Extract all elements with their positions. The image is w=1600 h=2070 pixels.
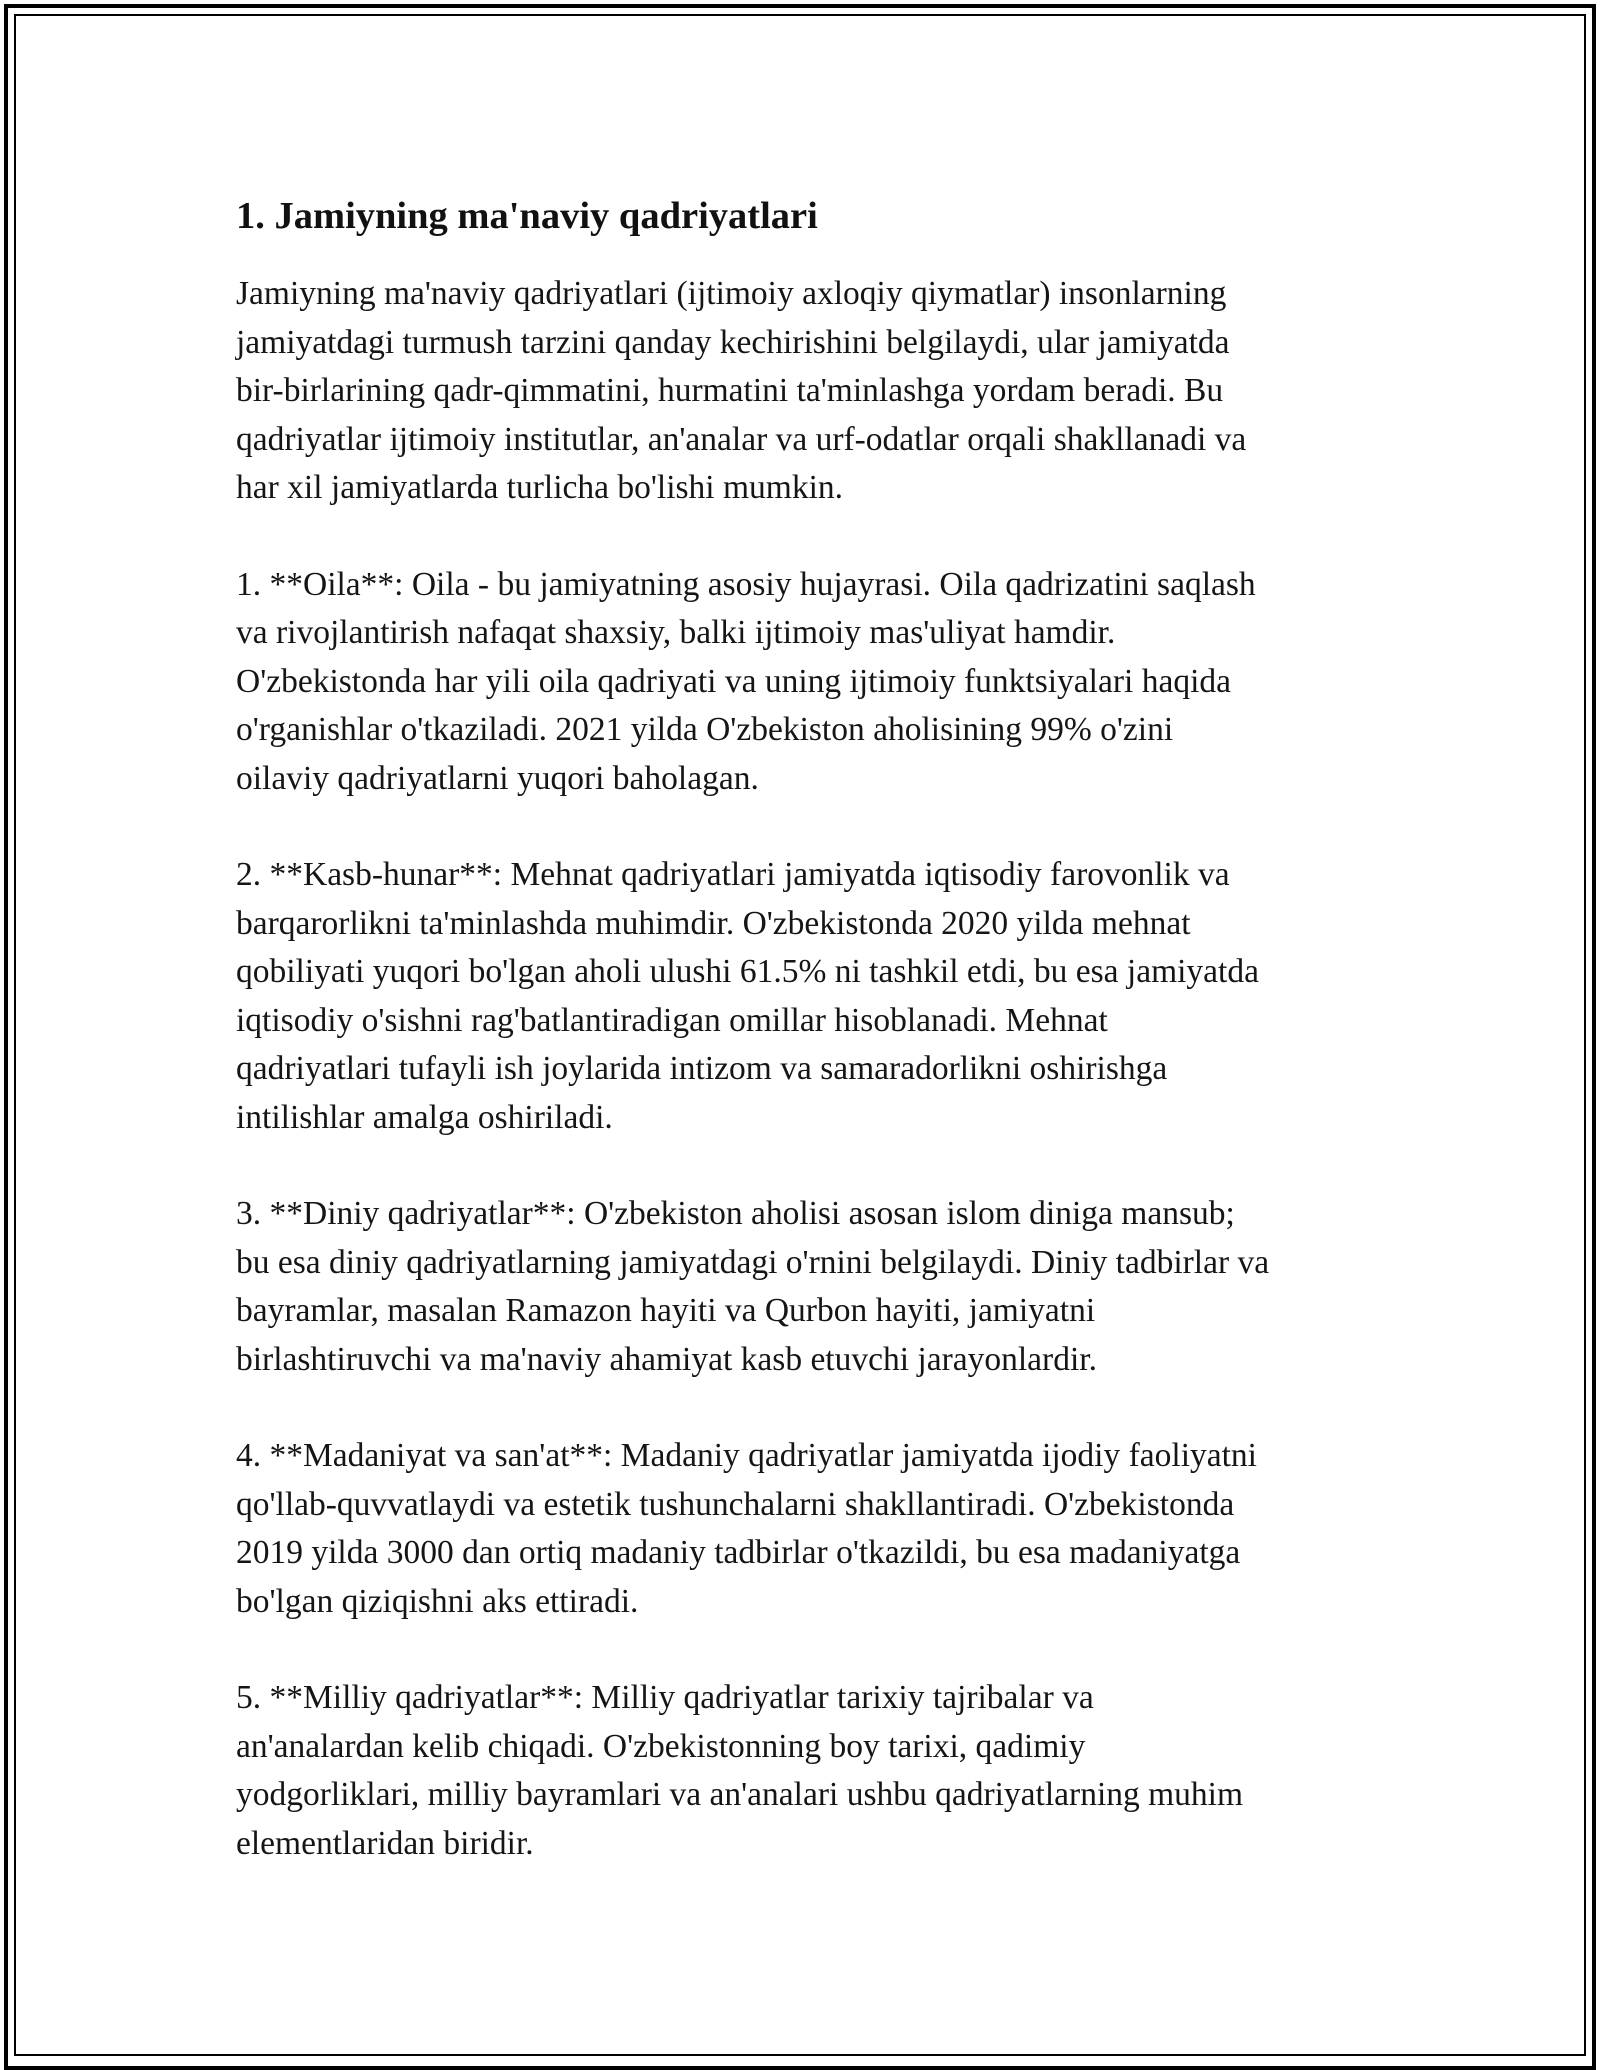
document-body [236,188,1376,1916]
paragraph-milliy-qadriyatlar: 5. **Milliy qadriyatlar**: Milliy qadriyatlar tarixiy tajribalar va an'analardan kelib chiqadi. O'zbekistonning boy tarixi, qadimiy yodgorliklari, milliy bayramlari va an'analari ushbu qadriyatlarning muhim elementlaridan biridir. [236,1679,1244,1862]
paragraph-kasb-hunar: 2. **Kasb-hunar**: Mehnat qadriyatlari jamiyatda iqtisodiy farovonlik va barqarorlikni ta'minlashda muhimdir. O'zbekistonda 2020 yilda mehnat qobiliyati yuqori bo'lgan aholi ulushi 61.5% ni tashkil etdi, bu esa jamiyatda iqtisodiy o'sishni rag'batlantiradigan omillar hisoblanadi. Mehnat qadriyatlari tufayli ish joylarida intizom va samaradorlikni oshirishga intilishlar amalga oshiriladi. [236,856,1259,1136]
intro-paragraph: Jamiyning ma'naviy qadriyatlari (ijtimoiy axloqiy qiymatlar) insonlarning jamiyatdagi turmush tarzini qanday kechirishini belgilaydi, ular jamiyatda bir-birlarining qadr-qimmatini, hurmatini ta'minlashga yordam beradi. Bu qadriyatlar ijtimoiy institutlar, an'analar va urf-odatlar orqali shakllanadi va har xil jamiyatlarda turlicha bo'lishi mumkin. [236,275,1247,506]
section-heading: 1. Jamiyning ma'naviy qadriyatlari [236,195,818,237]
paragraph-oila: 1. **Oila**: Oila - bu jamiyatning asosiy hujayrasi. Oila qadrizatini saqlash va rivojlantirish nafaqat shaxsiy, balki ijtimoiy mas'uliyat hamdir. O'zbekistonda har yili oila qadriyati va uning ijtimoiy funktsiyalari haqida o'rganishlar o'tkaziladi. 2021 yilda O'zbekiston aholisining 99% o'zini oilaviy qadriyatlarni yuqori baholagan. [236,565,1256,797]
paragraph-diniy-qadriyatlar: 3. **Diniy qadriyatlar**: O'zbekiston aholisi asosan islom diniga mansub; bu esa diniy qadriyatlarning jamiyatdagi o'rnini belgilaydi. Diniy tadbirlar va bayramlar, masalan Ramazon hayiti va Qurbon hayiti, jamiyatni birlashtiruvchi va ma'naviy ahamiyat kasb etuvchi jarayonlardir. [236,1195,1270,1378]
paragraph-madaniyat: 4. **Madaniyat va san'at**: Madaniy qadriyatlar jamiyatda ijodiy faoliyatni qo'llab-quvvatlaydi va estetik tushunchalarni shakllantiradi. O'zbekistonda 2019 yilda 3000 dan ortiq madaniy tadbirlar o'tkazildi, bu esa madaniyatga bo'lgan qiziqishni aks ettiradi. [236,1437,1257,1620]
